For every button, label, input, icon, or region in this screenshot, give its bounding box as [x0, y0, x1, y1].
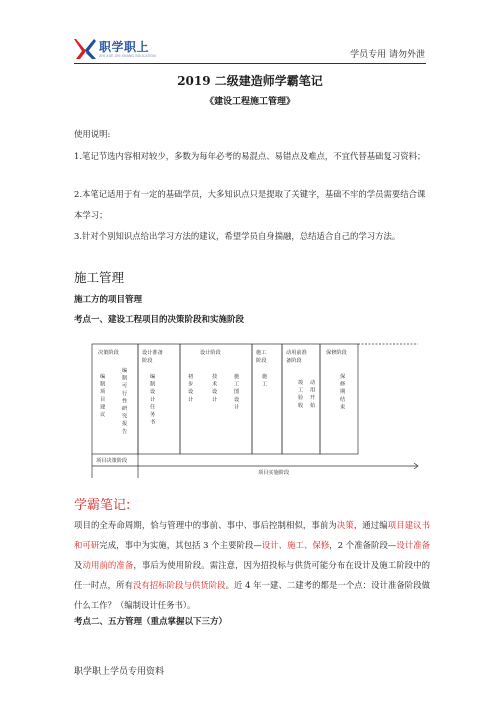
task-label: 施工图设计 — [234, 374, 240, 411]
task-label: 动用开始 — [310, 380, 316, 409]
logo-icon — [74, 37, 96, 61]
notes-text: ，通过编 — [353, 520, 388, 530]
usage-note-2: 2.本笔记适用于有一定的基础学员，大多知识点只是提取了关键字，基础不牢的学员需要结合课本学习； — [74, 189, 426, 220]
task-label: 保修期结束 — [340, 374, 346, 411]
highlight-proposal: 项目建议书和可研 — [74, 520, 431, 550]
stage-label: 保修阶段 — [326, 350, 347, 356]
highlight-main-stages: 设计、施工、保修 — [261, 540, 330, 550]
phase-divider — [92, 454, 418, 478]
highlight-decision: 决策 — [336, 520, 354, 530]
stage-label: 设计准备 — [142, 350, 163, 356]
logo-subtext: ZHI XUE ZHI SHANG EDUCATION — [99, 54, 156, 58]
notes-text: ，事后为使用阶段。需注意，因为招投标与供货可能分布在设计及施工阶段中的任一时点，所有 — [74, 560, 431, 590]
notes-heading: 学霸笔记: — [74, 498, 131, 513]
task-label: 技术设计 — [212, 374, 218, 403]
task-label: 竣工验收 — [298, 380, 304, 409]
notes-text: ，2 个准备阶段— — [329, 540, 397, 550]
stage-label: 阶段 — [256, 358, 267, 364]
stage-label: 备阶段 — [286, 358, 302, 364]
document-subtitle: 《建设工程施工管理》 — [204, 97, 295, 107]
stage-label: 设计阶段 — [200, 350, 221, 356]
stage-label: 决策阶段 — [98, 350, 119, 356]
logo-text: 职学职上 — [99, 40, 150, 54]
key-point-1: 考点一、建设工程项目的决策阶段和实施阶段 — [74, 315, 245, 325]
notes-text: 项目的全寿命周期，恰与管理中的事前、事中、事后控制相似，事前为 — [74, 520, 337, 530]
highlight-design-prep: 设计准备 — [396, 540, 431, 550]
stage-box-warranty — [320, 344, 358, 454]
usage-label: 使用说明: — [74, 129, 111, 139]
highlight-pre-use: 动用前的准备 — [82, 560, 134, 570]
stage-label: 施工 — [256, 350, 267, 356]
stage-label: 动用前准 — [286, 350, 307, 356]
lifecycle-diagram — [88, 338, 422, 478]
footer-text: 职学职上学员专用资料 — [74, 667, 165, 677]
key-point-2: 考点二、五方管理（重点掌握以下三方） — [74, 617, 228, 627]
stage-label: 阶段 — [142, 358, 153, 364]
highlight-no-bidding: 没有招标阶段与供货阶段 — [132, 580, 226, 590]
task-label: 编制可行性研究报告 — [122, 368, 128, 435]
notes-text: 。近 4 年一建、二建考的都是一个点：设计准备阶段做什么工作？（编制设计任务书）。 — [74, 580, 430, 610]
notes-text: 及 — [74, 560, 83, 570]
header-divider — [74, 63, 426, 64]
usage-note-3: 3.针对个别知识点给出学习方法的建议，希望学员自身揣融，总结适合自己的学习方法。 — [74, 231, 401, 241]
phase-label-decision: 项目决策阶段 — [96, 458, 128, 464]
task-label: 施工 — [262, 374, 268, 388]
subsection-title: 施工方的项目管理 — [74, 295, 143, 305]
notes-text: 完成，事中为实施，其包括 3 个主要阶段— — [99, 540, 262, 550]
task-label: 编制项目建议 — [100, 374, 106, 418]
stage-box-decision — [92, 344, 138, 454]
header-note: 学员专用 请勿外泄 — [350, 50, 425, 60]
phase-label-implementation: 项目实施阶段 — [258, 470, 290, 476]
task-label: 编制设计任务书 — [150, 374, 156, 426]
notes-paragraph — [74, 515, 430, 615]
section-title: 施工管理 — [74, 270, 125, 285]
task-label: 初步设计 — [188, 374, 194, 403]
document-title: 2019 二级建造师学霸笔记 — [177, 74, 323, 88]
usage-note-1: 1.笔记节选内容相对较少，多数为每年必考的易混点、易错点及难点，不宜代替基础复习资料； — [74, 151, 426, 161]
